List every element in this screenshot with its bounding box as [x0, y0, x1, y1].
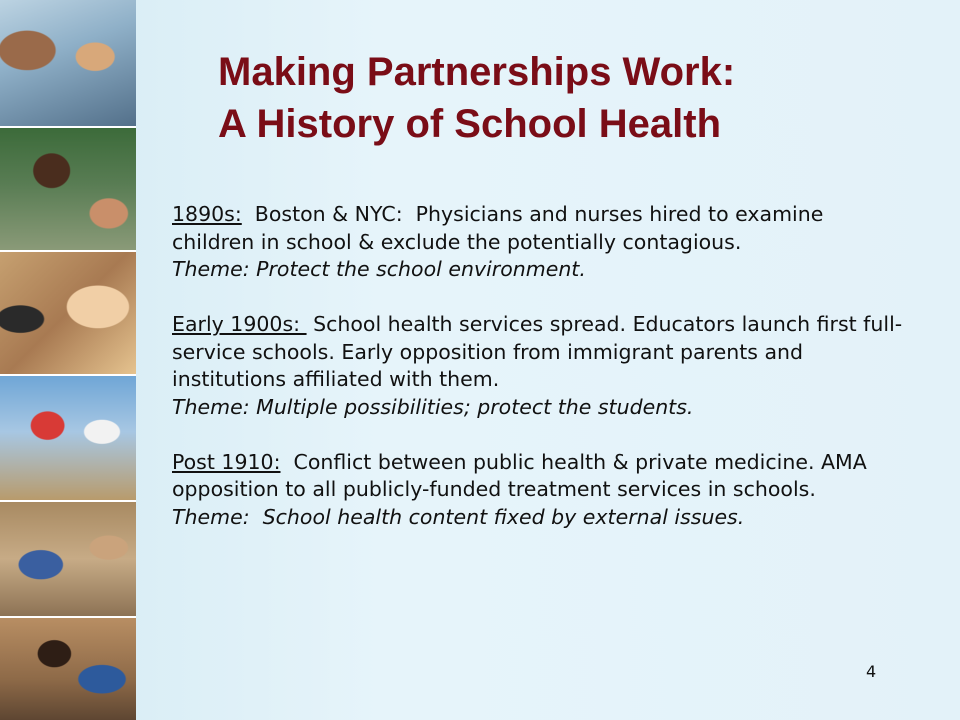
section-theme: Theme: Protect the school environment. — [172, 257, 586, 281]
section-lead: 1890s: — [172, 202, 242, 226]
section-post-1910 — [172, 449, 912, 532]
photo-child-reading — [0, 616, 136, 720]
section-theme: Theme: Multiple possibilities; protect the students. — [172, 394, 694, 419]
photo-students-in-classroom — [0, 500, 136, 616]
photo-collage-strip — [0, 0, 136, 720]
title-line-2: A History of School Health — [218, 102, 722, 146]
section-lead: Early 1900s: — [172, 312, 307, 336]
section-lead: Post 1910: — [172, 449, 281, 474]
photo-teacher-and-student — [0, 0, 136, 126]
photo-boy-at-chalkboard — [0, 126, 136, 250]
photo-students-with-microscope — [0, 250, 136, 374]
slide-title — [150, 46, 930, 150]
section-theme: Theme: School health content fixed by external issues. — [172, 504, 745, 529]
photo-children-playing — [0, 374, 136, 500]
page-number: 4 — [866, 662, 877, 681]
section-early-1900s — [172, 311, 912, 421]
section-text: Conflict between public health & private medicine. AMA opposition to all publicly-funded treatment services in schools. — [172, 449, 874, 501]
slide-body — [172, 201, 912, 531]
title-line-1: Making Partnerships Work: — [218, 50, 736, 94]
section-text: Boston & NYC: Physicians and nurses hired to examine children in school & exclude the potentially contagious. — [172, 202, 830, 254]
section-text: School health services spread. Educators launch first full-service schools. Early opposition from immigrant parents and institutions affiliated with them. — [172, 312, 903, 391]
section-1890s — [172, 201, 912, 284]
